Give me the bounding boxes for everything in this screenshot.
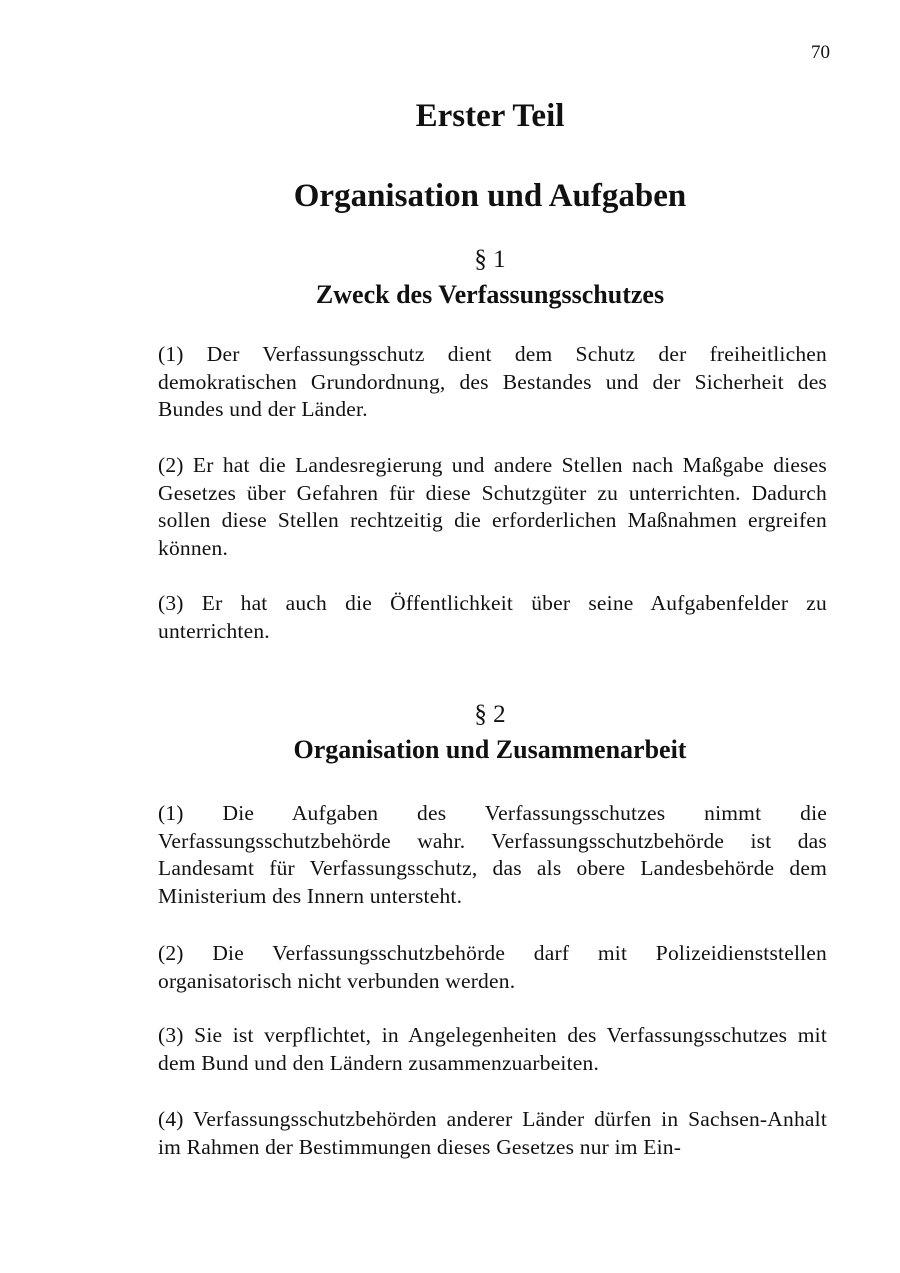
section-1-title: Zweck des Verfassungsschutzes: [315, 280, 665, 309]
page-number: 70: [811, 42, 830, 63]
section-1-paragraph-1: (1) Der Verfassungsschutz dient dem Schutz der freiheitlichen demokratischen Grundordnung, des Bestandes und der Sicherheit des Bundes und der Länder.: [158, 342, 827, 421]
section-2-symbol: § 2: [474, 701, 506, 728]
section-1-paragraph-2: (2) Er hat die Landesregierung und andere Stellen nach Maßgabe dieses Gesetzes über Gefahren für diese Schutzgüter zu unterrichten. Dadurch sollen diese Stellen rechtzeitig die erforderlichen Maßnahmen ergreifen können.: [158, 453, 827, 560]
section-2-paragraph-2: (2) Die Verfassungsschutzbehörde darf mit Polizeidienststellen organisatorisch nicht verbunden werden.: [158, 941, 827, 993]
section-1-paragraph-3: (3) Er hat auch die Öffentlichkeit über seine Aufgabenfelder zu unterrichten.: [158, 591, 827, 643]
section-2-paragraph-4: (4) Verfassungsschutzbehörden anderer Länder dürfen in Sachsen-Anhalt im Rahmen der Bestimmungen dieses Gesetzes nur im Ein-: [158, 1107, 827, 1159]
part-title: Organisation und Aufgaben: [293, 178, 687, 214]
section-2-paragraph-3: (3) Sie ist verpflichtet, in Angelegenheiten des Verfassungsschutzes mit dem Bund und den Ländern zusammenzuarbeiten.: [158, 1023, 827, 1075]
section-1-symbol: § 1: [474, 246, 506, 273]
section-2-title: Organisation und Zusammenarbeit: [293, 735, 687, 764]
part-heading: Erster Teil: [415, 98, 565, 134]
section-2-paragraph-1: (1) Die Aufgaben des Verfassungsschutzes nimmt die Verfassungsschutzbehörde wahr. Verfassungsschutzbehörde ist das Landesamt für Verfassungsschutz, das als obere Landesbehörde dem Ministerium des Innern untersteht.: [158, 801, 827, 908]
